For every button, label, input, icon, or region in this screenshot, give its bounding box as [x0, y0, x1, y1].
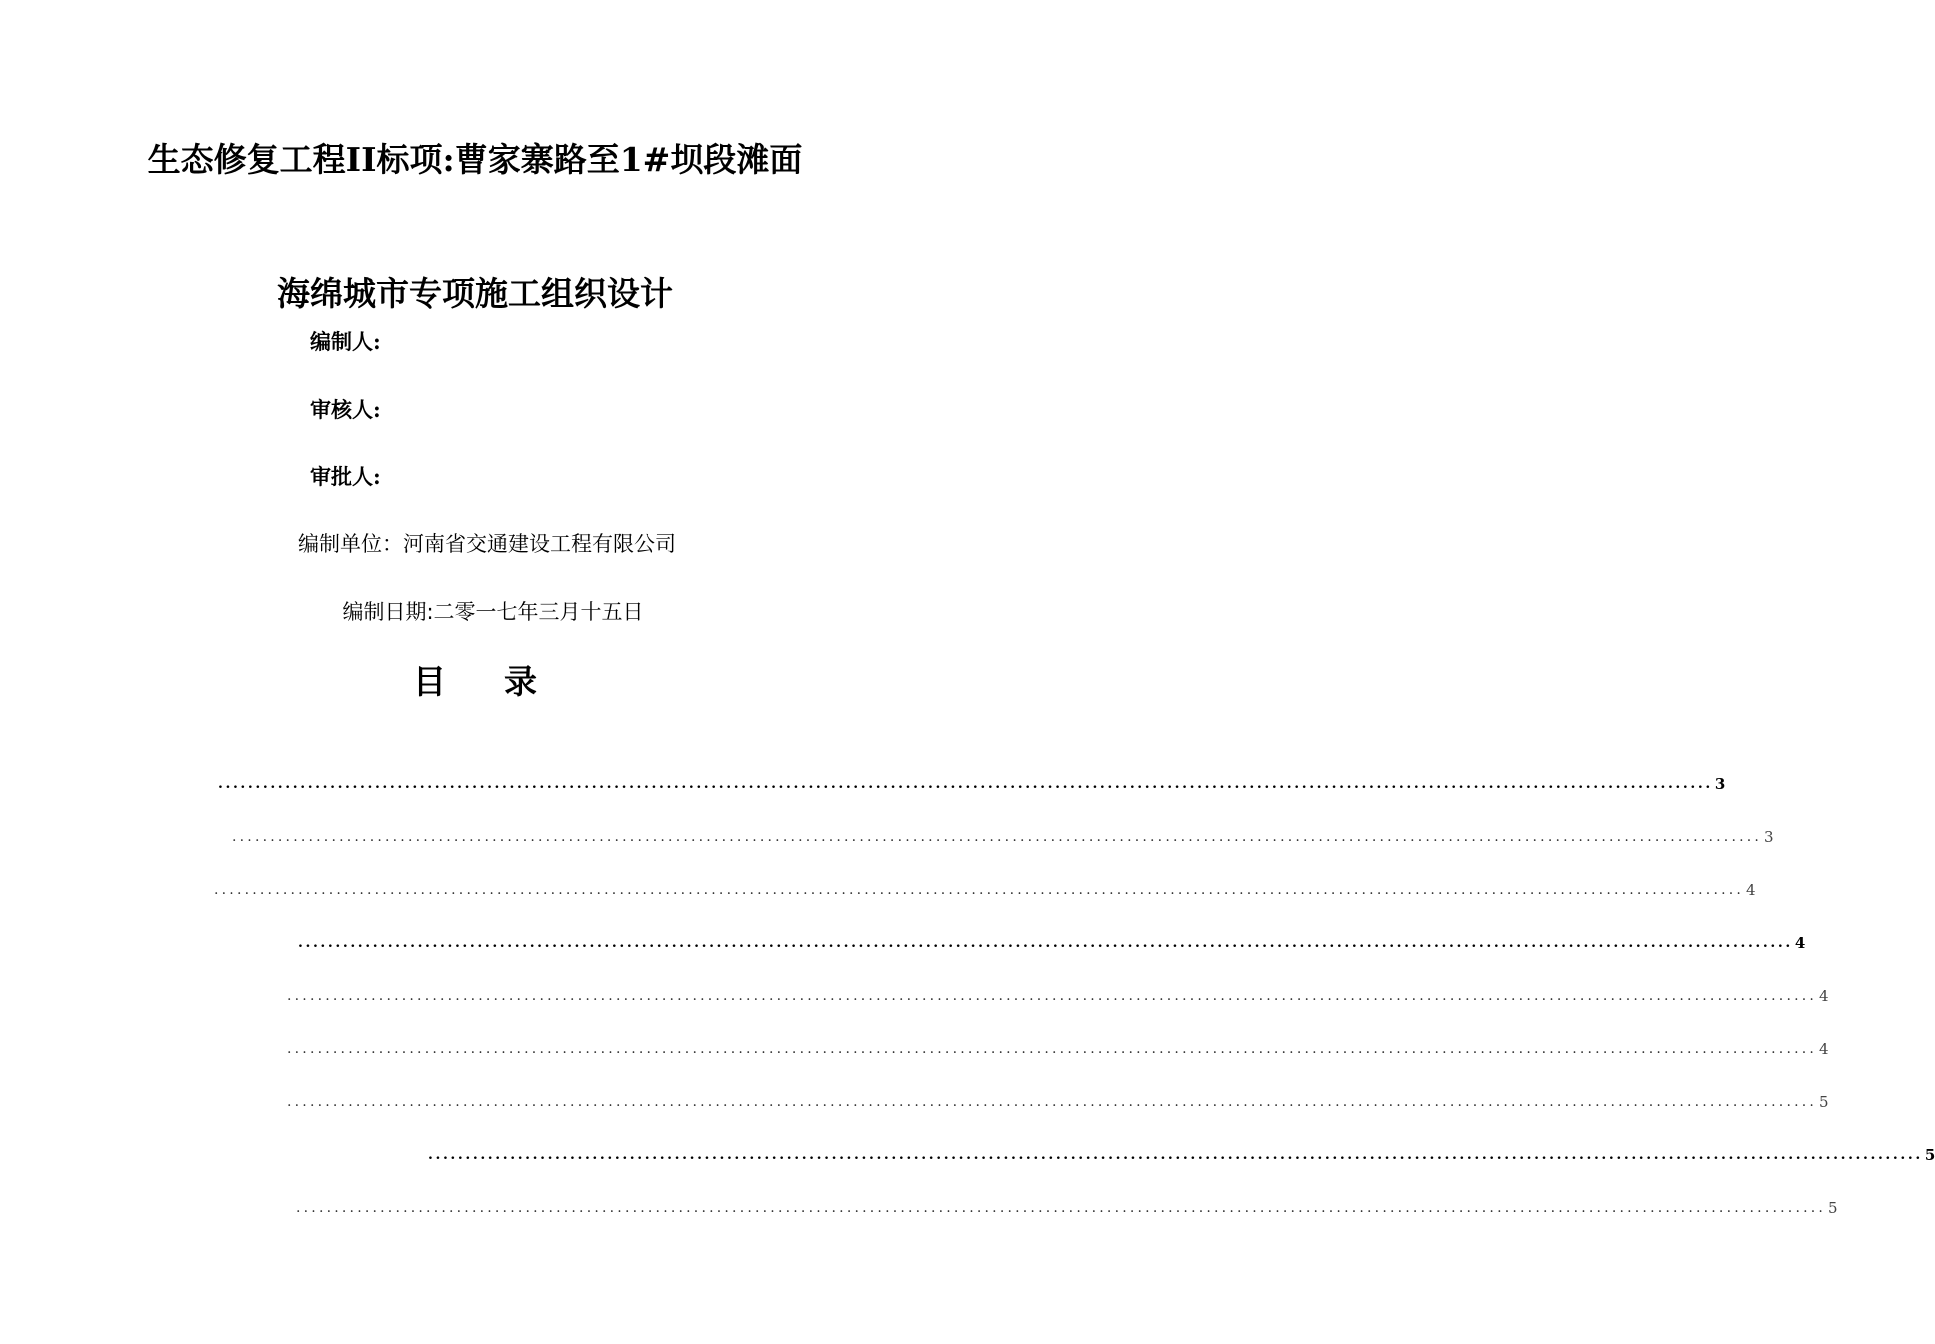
toc-leader-dots: ........................................................................................................................................................................................................ — [214, 882, 1745, 898]
toc-page-number: 4 — [1794, 934, 1806, 952]
toc-leader-dots: ........................................................................................................................................................................................................ — [428, 1147, 1923, 1163]
toc-entry[interactable] — [232, 825, 1774, 846]
toc-heading-char-2: 录 — [504, 662, 537, 701]
compiling-unit: 编制单位：河南省交通建设工程有限公司 — [298, 532, 676, 556]
toc-leader-dots: ........................................................................................................................................................................................................ — [287, 988, 1818, 1004]
toc-entry[interactable] — [218, 772, 1726, 793]
compiling-date: 编制日期:二零一七年三月十五日 — [342, 600, 644, 624]
toc-entry[interactable] — [298, 931, 1806, 952]
toc-page-number: 4 — [1819, 1040, 1829, 1058]
toc-leader-dots: ........................................................................................................................................................................................................ — [287, 1094, 1818, 1110]
document-title-line-1: 生态修复工程II标项:曹家寨路至1#坝段滩面 — [147, 140, 803, 179]
compiler-label: 编制人: — [310, 329, 381, 354]
toc-entry[interactable] — [214, 878, 1756, 899]
toc-leader-dots: ........................................................................................................................................................................................................ — [232, 829, 1763, 845]
toc-leader-dots: ........................................................................................................................................................................................................ — [287, 1041, 1818, 1057]
toc-entry[interactable] — [296, 1196, 1838, 1217]
toc-leader-dots: ........................................................................................................................................................................................................ — [218, 776, 1713, 792]
toc-page-number: 5 — [1924, 1146, 1935, 1164]
reviewer-label: 审核人: — [310, 397, 381, 422]
approver-label: 审批人: — [310, 464, 381, 489]
toc-entry[interactable] — [287, 984, 1829, 1005]
toc-entry[interactable] — [287, 1037, 1829, 1058]
toc-entry[interactable] — [428, 1143, 1935, 1164]
toc-leader-dots: ........................................................................................................................................................................................................ — [298, 935, 1793, 951]
toc-page-number: 4 — [1746, 881, 1756, 899]
toc-page-number: 4 — [1819, 987, 1829, 1005]
toc-entry[interactable] — [287, 1090, 1829, 1111]
toc-page-number: 5 — [1828, 1199, 1838, 1217]
toc-page-number: 5 — [1819, 1093, 1829, 1111]
toc-page-number: 3 — [1764, 828, 1774, 846]
toc-leader-dots: ........................................................................................................................................................................................................ — [296, 1200, 1827, 1216]
document-title-line-2: 海绵城市专项施工组织设计 — [277, 274, 673, 313]
toc-page-number: 3 — [1714, 775, 1726, 793]
toc-heading — [0, 656, 950, 703]
toc-heading-char-1: 目 — [413, 662, 446, 701]
